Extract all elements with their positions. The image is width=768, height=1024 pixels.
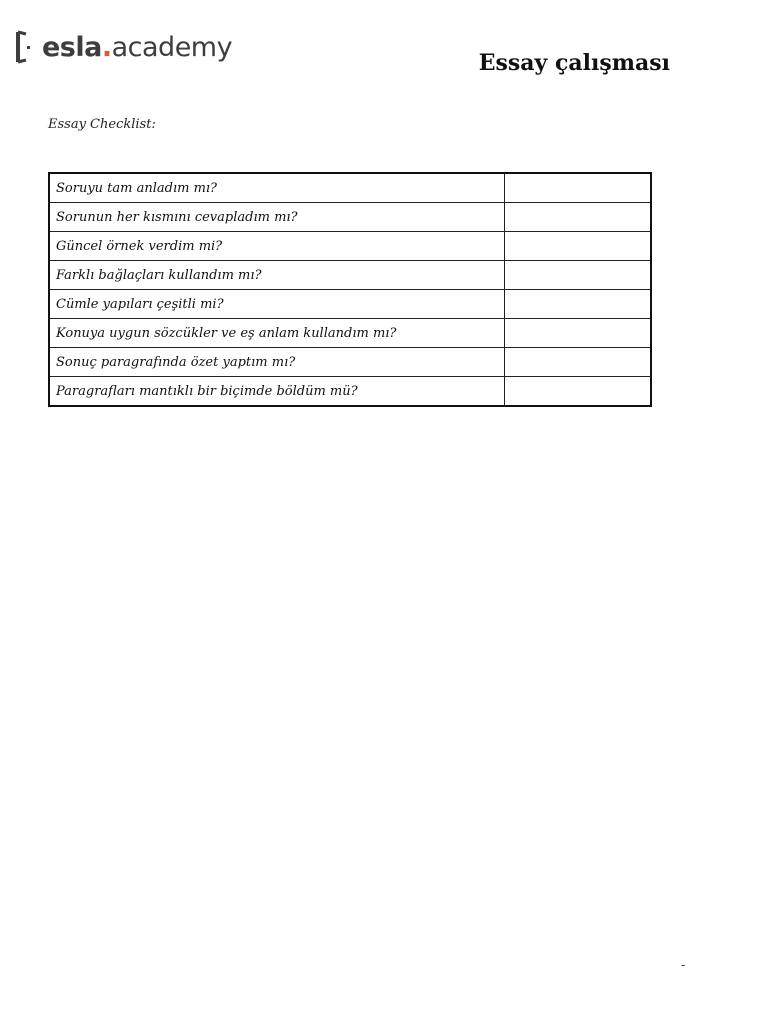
logo-brand-light: academy: [111, 31, 233, 63]
checklist-answer-cell[interactable]: [504, 203, 651, 232]
page-mark: -: [681, 958, 686, 972]
page-title: Essay çalışması: [478, 50, 670, 76]
checklist-label: Essay Checklist:: [48, 117, 156, 132]
checklist-question: Farklı bağlaçları kullandım mı?: [49, 261, 504, 290]
logo-brand-bold: esla: [42, 31, 102, 63]
checklist-answer-cell[interactable]: [504, 173, 651, 203]
checklist-answer-cell[interactable]: [504, 232, 651, 261]
logo: [14, 28, 232, 66]
checklist-question: Paragrafları mantıklı bir biçimde böldüm mü?: [49, 377, 504, 407]
checklist-answer-cell[interactable]: [504, 377, 651, 407]
logo-wordmark: [42, 31, 233, 63]
table-row: [49, 377, 651, 407]
checklist-question: Güncel örnek verdim mi?: [49, 232, 504, 261]
checklist-answer-cell[interactable]: [504, 348, 651, 377]
table-row: [49, 232, 651, 261]
table-row: [49, 261, 651, 290]
checklist-question: Sonuç paragrafında özet yaptım mı?: [49, 348, 504, 377]
table-row: [49, 290, 651, 319]
checklist-answer-cell[interactable]: [504, 261, 651, 290]
checklist-answer-cell[interactable]: [504, 319, 651, 348]
checklist-question: Konuya uygun sözcükler ve eş anlam kullandım mı?: [49, 319, 504, 348]
checklist-question: Soruyu tam anladım mı?: [49, 173, 504, 203]
checklist-answer-cell[interactable]: [504, 290, 651, 319]
table-row: [49, 203, 651, 232]
checklist-question: Cümle yapıları çeşitli mi?: [49, 290, 504, 319]
table-row: [49, 173, 651, 203]
logo-separator: .: [101, 31, 112, 63]
checklist-question: Sorunun her kısmını cevapladım mı?: [49, 203, 504, 232]
checklist-table: [48, 172, 652, 407]
table-row: [49, 319, 651, 348]
table-row: [49, 348, 651, 377]
door-bracket-icon: [14, 29, 36, 65]
